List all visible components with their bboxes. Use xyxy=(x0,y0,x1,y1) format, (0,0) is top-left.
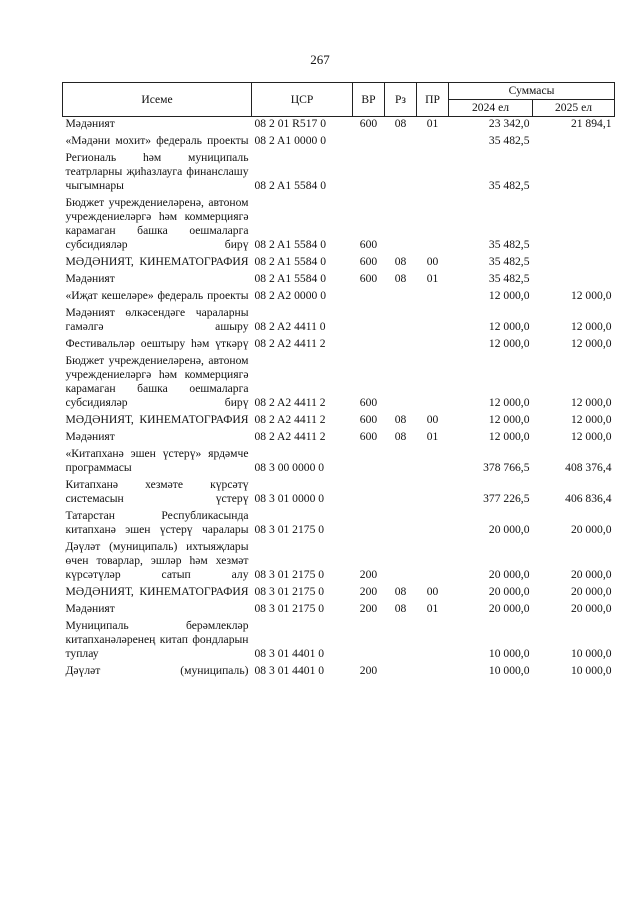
row-pr xyxy=(417,148,449,193)
row-vr xyxy=(353,506,385,537)
header-year-2024: 2024 ел xyxy=(449,100,533,117)
row-sum-2025: 20 000,0 xyxy=(570,568,612,581)
row-pr xyxy=(417,506,449,537)
row-csr: 08 3 01 4401 0 xyxy=(254,647,325,660)
row-pr: 01 xyxy=(426,272,439,285)
row-sum-2025: 10 000,0 xyxy=(570,647,612,660)
row-sum-2024: 35 482,5 xyxy=(488,238,530,251)
row-rz xyxy=(385,148,417,193)
row-vr: 200 xyxy=(359,602,378,615)
table-row xyxy=(63,351,615,410)
row-rz xyxy=(385,537,417,582)
row-csr: 08 2 A1 5584 0 xyxy=(254,272,326,285)
header-name: Исеме xyxy=(63,83,252,117)
row-rz: 08 xyxy=(394,255,407,268)
row-sum-2024: 35 482,5 xyxy=(488,134,530,147)
row-csr: 08 2 A1 0000 0 xyxy=(254,134,326,147)
row-sum-2025: 406 836,4 xyxy=(565,492,612,505)
table-row xyxy=(63,427,615,444)
table-row xyxy=(63,334,615,351)
row-csr: 08 2 01 R517 0 xyxy=(254,117,326,130)
table-row xyxy=(63,537,615,582)
row-sum-2024: 10 000,0 xyxy=(488,664,530,677)
row-csr: 08 3 01 4401 0 xyxy=(254,664,325,677)
row-sum-2024: 20 000,0 xyxy=(488,602,530,615)
row-csr: 08 3 01 2175 0 xyxy=(254,602,325,615)
row-pr: 00 xyxy=(426,255,439,268)
row-sum-2024: 377 226,5 xyxy=(483,492,530,505)
header-year-2025: 2025 ел xyxy=(533,100,615,117)
row-vr xyxy=(353,475,385,506)
row-sum-2024: 35 482,5 xyxy=(488,255,530,268)
row-csr: 08 2 A1 5584 0 xyxy=(254,238,326,251)
row-sum-2025: 20 000,0 xyxy=(570,602,612,615)
row-name: Татарстан Республикасында китапханә эшен үстерү чаралары xyxy=(65,509,249,536)
row-csr: 08 2 A2 4411 2 xyxy=(254,413,326,426)
row-csr: 08 3 01 2175 0 xyxy=(254,568,325,581)
table-row xyxy=(63,303,615,334)
row-rz xyxy=(385,334,417,351)
header-rz: Рз xyxy=(385,83,417,117)
row-name: МӘДӘНИЯТ, КИНЕМАТОГРАФИЯ xyxy=(65,585,249,598)
row-vr: 600 xyxy=(359,117,378,130)
row-name: МӘДӘНИЯТ, КИНЕМАТОГРАФИЯ xyxy=(65,255,249,268)
row-sum-2024: 20 000,0 xyxy=(488,585,530,598)
row-vr: 600 xyxy=(359,396,378,409)
row-rz: 08 xyxy=(394,430,407,443)
row-rz xyxy=(385,444,417,475)
row-sum-2024: 12 000,0 xyxy=(488,320,530,333)
row-sum-2025: 12 000,0 xyxy=(570,430,612,443)
row-sum-2024: 35 482,5 xyxy=(488,272,530,285)
row-rz: 08 xyxy=(394,413,407,426)
row-pr: 01 xyxy=(426,430,439,443)
row-pr xyxy=(417,444,449,475)
row-pr xyxy=(417,286,449,303)
row-vr xyxy=(353,444,385,475)
row-csr: 08 2 A2 4411 0 xyxy=(254,320,326,333)
row-rz xyxy=(385,131,417,148)
row-sum-2025: 408 376,4 xyxy=(565,461,612,474)
row-pr xyxy=(417,616,449,661)
row-vr xyxy=(353,131,385,148)
row-sum-2025: 20 000,0 xyxy=(570,523,612,536)
row-sum-2025 xyxy=(533,252,615,269)
table-row xyxy=(63,193,615,252)
row-name: «Иҗат кешеләре» федераль проекты xyxy=(65,289,249,302)
row-sum-2025: 10 000,0 xyxy=(570,664,612,677)
row-rz xyxy=(385,506,417,537)
row-vr: 200 xyxy=(359,585,378,598)
row-rz xyxy=(385,193,417,252)
table-row xyxy=(63,599,615,616)
row-pr xyxy=(417,351,449,410)
row-name: Дәүләт (муниципаль) ихтыяҗлары өчен товарлар, эшләр һәм хезмәт күрсәтүләр сатып алу xyxy=(65,540,249,581)
table-row xyxy=(63,582,615,599)
table-row xyxy=(63,131,615,148)
row-csr: 08 2 A2 0000 0 xyxy=(254,289,326,302)
row-vr: 200 xyxy=(359,568,378,581)
row-csr: 08 3 01 0000 0 xyxy=(254,492,325,505)
row-csr: 08 2 A1 5584 0 xyxy=(254,179,326,192)
row-name: Мәдәният xyxy=(65,272,115,285)
row-sum-2024: 12 000,0 xyxy=(488,430,530,443)
row-name: Муниципаль берәмлекләр китапханәләренең китап фондларын туплау xyxy=(65,619,249,660)
row-vr: 600 xyxy=(359,430,378,443)
row-rz: 08 xyxy=(394,117,407,130)
row-vr xyxy=(353,616,385,661)
row-sum-2025 xyxy=(533,131,615,148)
row-sum-2024: 10 000,0 xyxy=(488,647,530,660)
row-sum-2025: 12 000,0 xyxy=(570,337,612,350)
row-pr xyxy=(417,475,449,506)
row-sum-2025 xyxy=(533,193,615,252)
row-vr xyxy=(353,148,385,193)
row-sum-2024: 12 000,0 xyxy=(488,396,530,409)
header-pr: ПР xyxy=(417,83,449,117)
row-sum-2025 xyxy=(533,148,615,193)
row-sum-2024: 20 000,0 xyxy=(488,568,530,581)
table-row xyxy=(63,252,615,269)
row-csr: 08 2 A2 4411 2 xyxy=(254,337,326,350)
row-name: Мәдәният өлкәсендәге чараларны гамәлгә ашыру xyxy=(65,306,249,333)
row-name: Фестивальләр оештыру һәм үткәрү xyxy=(65,337,249,350)
row-vr xyxy=(353,334,385,351)
row-rz xyxy=(385,303,417,334)
row-sum-2024: 12 000,0 xyxy=(488,289,530,302)
row-pr xyxy=(417,537,449,582)
row-pr: 01 xyxy=(426,602,439,615)
row-pr: 01 xyxy=(426,117,439,130)
row-pr xyxy=(417,303,449,334)
row-rz xyxy=(385,661,417,678)
row-sum-2024: 23 342,0 xyxy=(488,117,530,130)
table-row xyxy=(63,117,615,132)
row-sum-2025: 12 000,0 xyxy=(570,289,612,302)
row-vr: 600 xyxy=(359,238,378,251)
row-sum-2025: 20 000,0 xyxy=(570,585,612,598)
row-csr: 08 2 A2 4411 2 xyxy=(254,396,326,409)
row-rz: 08 xyxy=(394,585,407,598)
table-row xyxy=(63,410,615,427)
row-sum-2025 xyxy=(533,269,615,286)
table-row xyxy=(63,616,615,661)
row-pr: 00 xyxy=(426,585,439,598)
row-sum-2025: 12 000,0 xyxy=(570,320,612,333)
row-name: Мәдәният xyxy=(65,602,115,615)
row-sum-2024: 12 000,0 xyxy=(488,413,530,426)
row-sum-2024: 12 000,0 xyxy=(488,337,530,350)
row-rz xyxy=(385,475,417,506)
row-csr: 08 3 00 0000 0 xyxy=(254,461,325,474)
row-name: «Мәдәни мохит» федераль проекты xyxy=(65,134,249,147)
row-csr: 08 2 A1 5584 0 xyxy=(254,255,326,268)
row-vr: 200 xyxy=(359,664,378,677)
row-sum-2024: 35 482,5 xyxy=(488,179,530,192)
row-csr: 08 2 A2 4411 2 xyxy=(254,430,326,443)
row-sum-2025: 12 000,0 xyxy=(570,396,612,409)
row-name: Дәүләт (муниципаль) xyxy=(65,664,249,677)
header-csr: ЦСР xyxy=(252,83,353,117)
table-row xyxy=(63,444,615,475)
row-sum-2025: 21 894,1 xyxy=(570,117,612,130)
row-name: МӘДӘНИЯТ, КИНЕМАТОГРАФИЯ xyxy=(65,413,249,426)
row-vr xyxy=(353,303,385,334)
row-rz: 08 xyxy=(394,602,407,615)
table-row xyxy=(63,661,615,678)
row-csr: 08 3 01 2175 0 xyxy=(254,585,325,598)
page-number: 267 xyxy=(310,52,330,67)
row-pr xyxy=(417,334,449,351)
budget-table xyxy=(62,82,615,678)
row-pr xyxy=(417,131,449,148)
row-sum-2024: 20 000,0 xyxy=(488,523,530,536)
row-vr: 600 xyxy=(359,272,378,285)
row-name: «Китапханә эшен үстерү» ярдәмче программасы xyxy=(65,447,249,474)
header-vr: ВР xyxy=(353,83,385,117)
row-vr xyxy=(353,286,385,303)
row-rz xyxy=(385,616,417,661)
row-csr: 08 3 01 2175 0 xyxy=(254,523,325,536)
row-name: Китапханә хезмәте күрсәтү системасын үстерү xyxy=(65,478,249,505)
row-pr xyxy=(417,661,449,678)
row-rz: 08 xyxy=(394,272,407,285)
row-pr xyxy=(417,193,449,252)
table-body xyxy=(63,117,615,679)
header-sums: Суммасы xyxy=(449,83,615,100)
table-row xyxy=(63,148,615,193)
table-row xyxy=(63,286,615,303)
row-vr: 600 xyxy=(359,255,378,268)
row-rz xyxy=(385,351,417,410)
table-row xyxy=(63,506,615,537)
table-row xyxy=(63,269,615,286)
row-sum-2025: 12 000,0 xyxy=(570,413,612,426)
row-vr: 600 xyxy=(359,413,378,426)
row-name: Бюджет учреждениеләренә, автоном учреждениеләргә һәм коммерциягә карамаган башка оешмаларга субсидияләр бирү xyxy=(65,196,249,251)
row-name: Мәдәният xyxy=(65,430,115,443)
row-name: Региональ һәм муниципаль театрларны җиһазлауга финанслашу чыгымнары xyxy=(65,151,249,192)
row-name: Мәдәният xyxy=(65,117,115,130)
row-name: Бюджет учреждениеләренә, автоном учреждениеләргә һәм коммерциягә карамаган башка оешмаларга субсидияләр бирү xyxy=(65,354,249,409)
row-rz xyxy=(385,286,417,303)
row-pr: 00 xyxy=(426,413,439,426)
row-sum-2024: 378 766,5 xyxy=(483,461,530,474)
table-row xyxy=(63,475,615,506)
